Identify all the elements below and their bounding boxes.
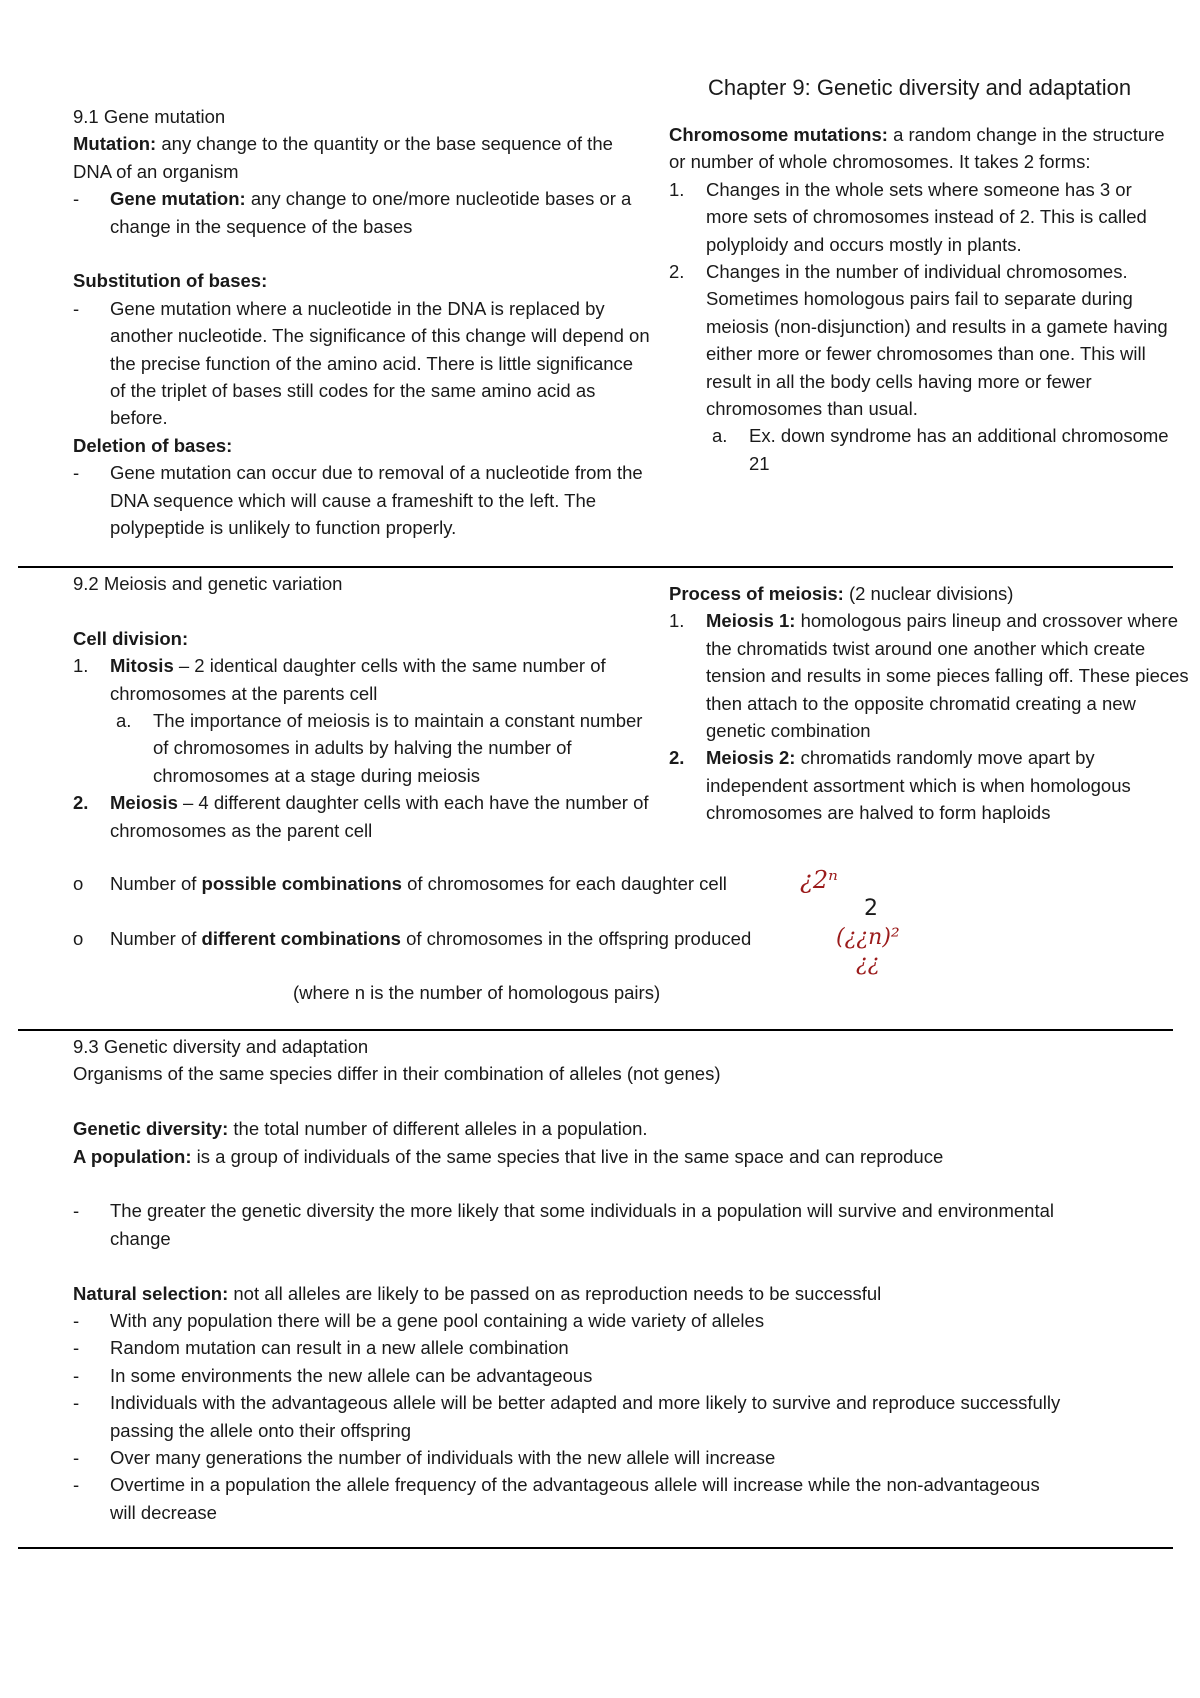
dash-marker: - xyxy=(73,1364,80,1386)
formula-possible-combinations: ¿2ⁿ xyxy=(800,866,838,894)
list-item: - With any population there will be a gene pool containing a wide variety of alleles xyxy=(73,1307,1063,1334)
section-9-1-right xyxy=(669,121,1179,477)
selection-definition: Natural selection: not all alleles are likely to be passed on as reproduction needs to be successful xyxy=(73,1282,882,1304)
section-9-2-left xyxy=(73,570,653,844)
subheading: Deletion of bases: xyxy=(73,434,233,456)
term: Mutation: xyxy=(73,133,157,155)
letter-marker: a. xyxy=(712,425,728,447)
mutation-definition xyxy=(73,130,653,185)
list-item: - Individuals with the advantageous allele will be better adapted and more likely to survive and reproduce successfully passing the allele onto their offspring xyxy=(73,1389,1063,1444)
combination-line-different xyxy=(73,925,1173,952)
process-heading: Process of meiosis: (2 nuclear divisions) xyxy=(669,583,1014,604)
list-item: 1. Meiosis 1: homologous pairs lineup and crossover where the chromatids twist around one another which create tension and results in some pieces falling off. These pieces then attach to the opposite chromatid creating a new genetic combination xyxy=(669,607,1194,744)
list-item: - Gene mutation can occur due to removal of a nucleotide from the DNA sequence which will cause a frameshift to the left. The polypeptide is unlikely to function properly. xyxy=(73,459,653,541)
section-9-3 xyxy=(73,1033,1173,1526)
section-9-2-right xyxy=(669,580,1194,827)
list-item: - Overtime in a population the allele frequency of the advantageous allele will increase while the non-advantageous will decrease xyxy=(73,1471,1063,1526)
dash-marker: - xyxy=(73,1392,80,1414)
list-item xyxy=(73,185,653,240)
definition: any change to one/more nucleotide bases or a change in the sequence of the bases xyxy=(110,188,632,237)
circle-marker: o xyxy=(73,928,84,949)
divider xyxy=(18,566,1173,568)
list-item: - In some environments the new allele can be advantageous xyxy=(73,1362,1063,1389)
list-item: - Random mutation can result in a new allele combination xyxy=(73,1334,1063,1361)
list-item: 2. Meiosis – 4 different daughter cells with each have the number of chromosomes as the parent cell xyxy=(73,789,653,844)
section-heading: 9.1 Gene mutation xyxy=(73,106,226,127)
list-item: o Number of possible combinations of chromosomes for each daughter cell xyxy=(73,870,1173,897)
list-item: - Over many generations the number of individuals with the new allele will increase xyxy=(73,1444,1063,1471)
dash-marker: - xyxy=(73,297,80,319)
list-item: a. The importance of meiosis is to maintain a constant number of chromosomes in adults by halving the number of chromosomes at a stage during meiosis xyxy=(73,707,653,789)
number-marker: 1. xyxy=(669,610,685,632)
term: Gene mutation: xyxy=(110,188,246,210)
list-item: - The greater the genetic diversity the more likely that some individuals in a population will survive and environmental change xyxy=(73,1197,1090,1252)
dash-marker: - xyxy=(73,188,80,210)
population-definition: A population: is a group of individuals of the same species that live in the same space and can reproduce xyxy=(73,1145,944,1167)
intro-text: Organisms of the same species differ in their combination of alleles (not genes) xyxy=(73,1063,721,1085)
formula-different-combinations: (¿¿n)² xyxy=(836,925,900,950)
chromosome-definition: Chromosome mutations: a random change in the structure or number of whole chromosomes. It takes 2 forms: xyxy=(669,124,1165,173)
number-marker: 2. xyxy=(73,792,89,814)
number-marker: 1. xyxy=(669,178,685,200)
section-heading: 9.2 Meiosis and genetic variation xyxy=(73,573,343,594)
dash-marker: - xyxy=(73,462,80,484)
number-marker: 2. xyxy=(669,261,685,283)
subheading: Cell division: xyxy=(73,627,189,649)
definition: any change to the quantity or the base sequence of the DNA of an organism xyxy=(73,133,613,182)
list-item: a. Ex. down syndrome has an additional chromosome 21 xyxy=(669,422,1179,477)
dash-marker: - xyxy=(73,1310,80,1332)
dash-marker: - xyxy=(73,1200,80,1222)
number-marker: 1. xyxy=(73,655,89,677)
chapter-title: Chapter 9: Genetic diversity and adaptation xyxy=(708,75,1132,100)
section-heading: 9.3 Genetic diversity and adaptation xyxy=(73,1036,369,1057)
formula-top: 2 xyxy=(864,896,878,921)
letter-marker: a. xyxy=(116,710,132,732)
number-marker: 2. xyxy=(669,747,685,769)
dash-marker: - xyxy=(73,1447,80,1469)
dash-marker: - xyxy=(73,1474,80,1496)
formula-bottom: ¿¿ xyxy=(856,951,880,976)
dash-marker: - xyxy=(73,1337,80,1359)
list-item: 1. Mitosis – 2 identical daughter cells with the same number of chromosomes at the parents cell xyxy=(73,652,653,707)
where-note: (where n is the number of homologous pairs) xyxy=(293,982,661,1003)
divider xyxy=(18,1547,1173,1549)
list-item: 2. Changes in the number of individual chromosomes. Sometimes homologous pairs fail to separate during meiosis (non-disjunction) and results in a gamete having either more or fewer chromosomes than one. This will result in all the body cells having more or fewer chromosomes than usual. xyxy=(669,258,1179,422)
list-item: 2. Meiosis 2: chromatids randomly move apart by independent assortment which is when homologous chromosomes are halved to form haploids xyxy=(669,744,1194,826)
combination-line-possible xyxy=(73,870,1173,897)
divider xyxy=(18,1029,1173,1031)
selection-list xyxy=(73,1307,1063,1526)
section-9-1-left xyxy=(73,103,653,541)
circle-marker: o xyxy=(73,873,84,894)
list-item: - Gene mutation where a nucleotide in the DNA is replaced by another nucleotide. The significance of this change will depend on the precise function of the amino acid. There is little significance of the triplet of bases still codes for the same amino acid as before. xyxy=(73,295,653,432)
list-item: 1. Changes in the whole sets where someone has 3 or more sets of chromosomes instead of 2. This is called polyploidy and occurs mostly in plants. xyxy=(669,176,1179,258)
diversity-definition: Genetic diversity: the total number of different alleles in a population. xyxy=(73,1118,648,1140)
list-item: o Number of different combinations of chromosomes in the offspring produced xyxy=(73,925,1173,952)
subheading: Substitution of bases: xyxy=(73,270,268,292)
